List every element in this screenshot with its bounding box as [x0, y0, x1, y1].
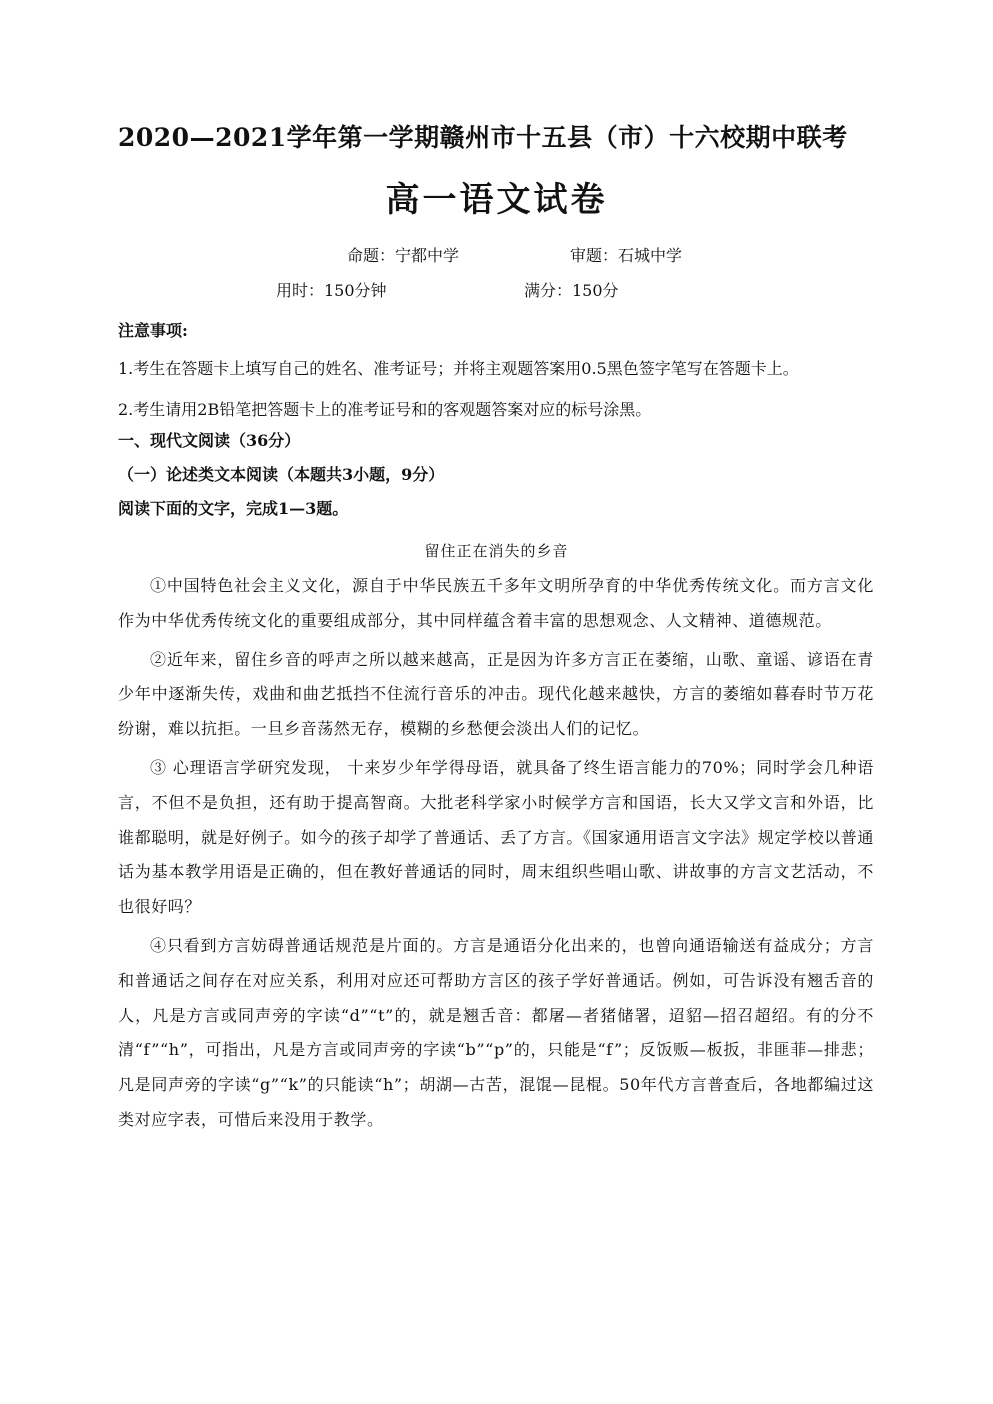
article-title: 留住正在消失的乡音 — [424, 542, 569, 560]
article-paragraph-1: ①中国特色社会主义文化，源自于中华民族五千多年文明所孕育的中华优秀传统文化。而方言文化作为中华优秀传统文化的重要组成部分，其中同样蕴含着丰富的思想观念、人文精神、道德规范。 — [118, 576, 874, 630]
article-paragraph-2: ②近年来，留住乡音的呼声之所以越来越高，正是因为许多方言正在萎缩，山歌、童谣、谚语在青少年中逐渐失传，戏曲和曲艺抵挡不住流行音乐的冲击。现代化越来越快，方言的萎缩如暮春时节万花纷谢，难以抗拒。一旦乡音荡然无存，模糊的乡愁便会淡出人们的记忆。 — [118, 649, 874, 739]
section-heading-part1: 一、现代文阅读（36分） — [118, 431, 301, 450]
author-info: 命题：宁都中学 — [347, 246, 460, 265]
time-info: 用时：150分钟 — [276, 281, 387, 300]
notice-item-1: 1.考生在答题卡上填写自己的姓名、准考证号；并将主观题答案用0.5黑色签字笔写在答题卡上。 — [118, 359, 799, 378]
section-subheading: （一）论述类文本阅读（本题共3小题，9分） — [118, 465, 445, 484]
score-info: 满分：150分 — [524, 281, 619, 300]
exam-title: 2020—2021学年第一学期赣州市十五县（市）十六校期中联考 — [118, 123, 848, 152]
reviewer-info: 审题：石城中学 — [570, 246, 683, 265]
reading-instruction: 阅读下面的文字，完成1—3题。 — [118, 499, 349, 518]
notice-item-2: 2.考生请用2B铅笔把答题卡上的准考证号和的客观题答案对应的标号涂黑。 — [118, 400, 652, 419]
article-paragraph-3: ③ 心理语言学研究发现， 十来岁少年学得母语，就具备了终生语言能力的70%；同时学会几种语言，不但不是负担，还有助于提高智商。大批老科学家小时候学方言和国语，长大又学文言和外语，比谁都聪明，就是好例子。如今的孩子却学了普通话、丢了方言。《国家通用语言文字法》规定学校以普通话为基本教学用语是正确的，但在教好普通话的同时，周末组织些唱山歌、讲故事的方言文艺活动，不也很好吗？ — [118, 757, 874, 917]
exam-subject-title: 高一语文试卷 — [385, 180, 608, 220]
article-paragraph-4: ④只看到方言妨碍普通话规范是片面的。方言是通语分化出来的，也曾向通语输送有益成分；方言和普通话之间存在对应关系，利用对应还可帮助方言区的孩子学好普通话。例如，可告诉没有翘舌音的人，凡是方言或同声旁的字读“d”“t”的，就是翘舌音：都屠—者猪储署，迢貂—招召超绍。有的分不清“f”“h”，可指出，凡是方言或同声旁的字读“b”“p”的，只能是“f”；反饭贩—板扳，非匪菲—排悲；凡是同声旁的字读“g”“k”的只能读“h”；胡湖—古苦，混馄—昆棍。50年代方言普查后，各地都编过这类对应字表，可惜后来没用于教学。 — [118, 935, 874, 1129]
notice-heading: 注意事项: — [118, 321, 188, 340]
article-body — [118, 569, 874, 1142]
